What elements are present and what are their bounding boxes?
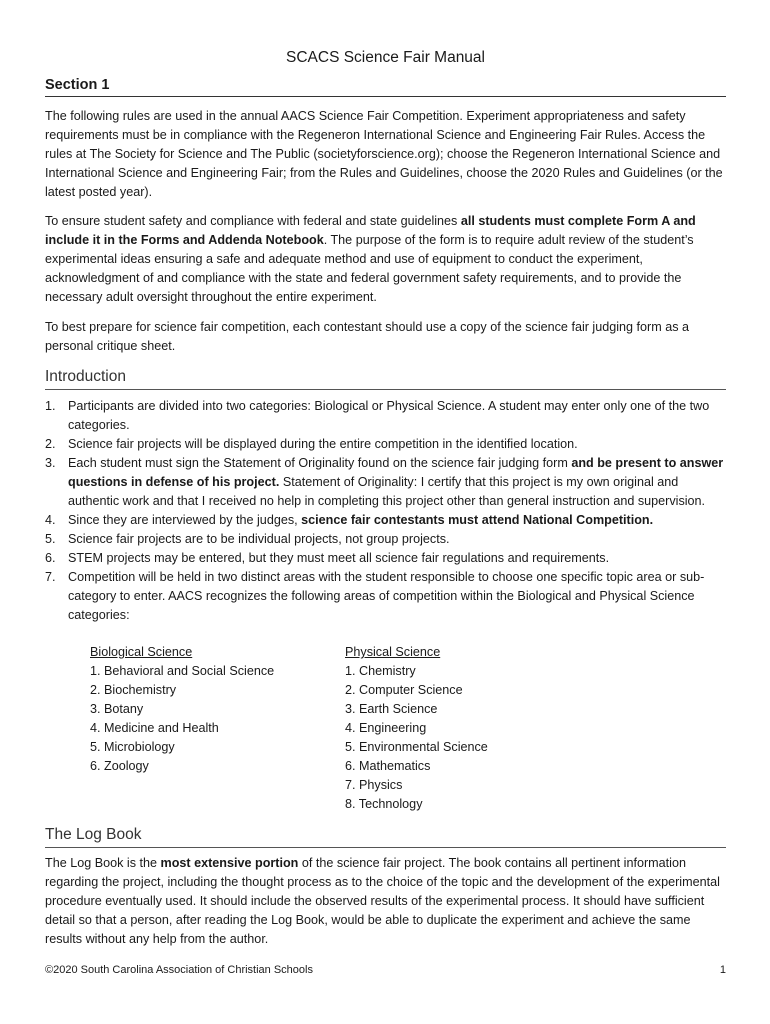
category-item: 6. Mathematics [345,759,431,773]
category-item: 2. Computer Science [345,683,463,697]
paragraph-text: The Log Book is the [45,856,161,870]
biological-science-heading: Biological Science [90,645,193,659]
list-number: 2. [45,437,56,451]
category-item: 5. Environmental Science [345,740,488,754]
list-item [45,397,726,435]
category-item: 5. Microbiology [90,740,175,754]
paragraph-text: of the science fair project. The book contains all pertinent information regarding the project, including the thought process as to the choice of the topic and the development of the experimental procedure eventually used. It should include the observed results of the experimental process. It should have sufficient detail so that a person, after reading the Log Book, would be able to duplicate the experiment and achieve the same results without any help from the author. [45,856,720,946]
log-book-heading: The Log Book [45,826,726,848]
category-item: 6. Zoology [90,759,149,773]
physical-science-heading: Physical Science [345,645,441,659]
list-number: 5. [45,532,56,546]
category-item: 2. Biochemistry [90,683,177,697]
section-heading: Section 1 [45,77,726,97]
document-title: SCACS Science Fair Manual [286,49,485,66]
paragraph-bold-text: all students must complete Form A and include it in the Forms and Addenda Notebook [45,214,696,247]
rules-list [45,397,726,625]
list-text: Since they are interviewed by the judges, [68,513,302,527]
list-item [45,454,726,511]
paragraph-log-book [45,854,726,949]
document-page [45,0,726,1024]
list-text: STEM projects may be entered, but they must meet all science fair regulations and requirements. [68,551,610,565]
biological-science-column [90,643,274,776]
page-footer [45,964,726,976]
category-item: 7. Physics [345,778,403,792]
list-item [45,549,726,568]
list-text: Science fair projects will be displayed during the entire competition in the identified location. [68,437,578,451]
list-number: 3. [45,456,56,470]
paragraph-text: . The purpose of the form is to require adult review of the student’s experimental ideas ensuring a safe and adequate method and use of equipment to conduct the experiment, acknowledgment of and compliance with the state and federal government safety requirements, and to provide the necessary adult oversight throughout the entire experiment. [45,233,694,304]
list-text: Each student must sign the Statement of Originality found on the science fair judging form [68,456,572,470]
list-number: 7. [45,570,56,584]
list-number: 6. [45,551,56,565]
category-item: 4. Engineering [345,721,427,735]
category-item: 1. Chemistry [345,664,416,678]
list-text: Competition will be held in two distinct areas with the student responsible to choose one specific topic area or sub-category to enter. AACS recognizes the following areas of competition within the Biological and Physical Science categories: [68,570,705,622]
list-item [45,435,726,454]
physical-science-column [345,643,488,814]
copyright-text: ©2020 South Carolina Association of Christian Schools [45,964,313,976]
list-text: Participants are divided into two categories: Biological or Physical Science. A student may enter only one of the two categories. [68,399,710,432]
list-item [45,530,726,549]
list-number: 4. [45,513,56,527]
page-number: 1 [719,964,726,976]
category-item: 4. Medicine and Health [90,721,219,735]
list-item [45,568,726,625]
category-item: 3. Botany [90,702,144,716]
list-bold-text: science fair contestants must attend National Competition. [301,513,654,527]
list-text: Statement of Originality: I certify that this project is my own original and authentic work and that I received no help in completing this project other than general instruction and supervision. [68,475,706,508]
introduction-heading: Introduction [45,368,726,390]
list-text: Science fair projects are to be individual projects, not group projects. [68,532,450,546]
category-item: 1. Behavioral and Social Science [90,664,275,678]
list-bold-text: and be present to answer questions in defense of his project. [68,456,724,489]
paragraph-rules-intro: The following rules are used in the annual AACS Science Fair Competition. Experiment appropriateness and safety requirements must be in compliance with the Regeneron International Science and Engineering Fair Rules. Access the rules at The Society for Science and The Public (societyforscience.org); choose the Regeneron International Science and International Science and Engineering Fair; from the Rules and Guidelines, choose the 2020 Rules and Guidelines (or the latest posted year). [45,109,723,199]
paragraph-form-a [45,212,726,307]
paragraph-critique-sheet: To best prepare for science fair competition, each contestant should use a copy of the science fair judging form as a personal critique sheet. [45,320,690,353]
paragraph-text: To ensure student safety and compliance with federal and state guidelines [45,214,461,228]
category-item: 3. Earth Science [345,702,438,716]
category-item: 8. Technology [345,797,423,811]
list-number: 1. [45,399,56,413]
paragraph-bold-text: most extensive portion [160,856,299,870]
list-item [45,511,726,530]
